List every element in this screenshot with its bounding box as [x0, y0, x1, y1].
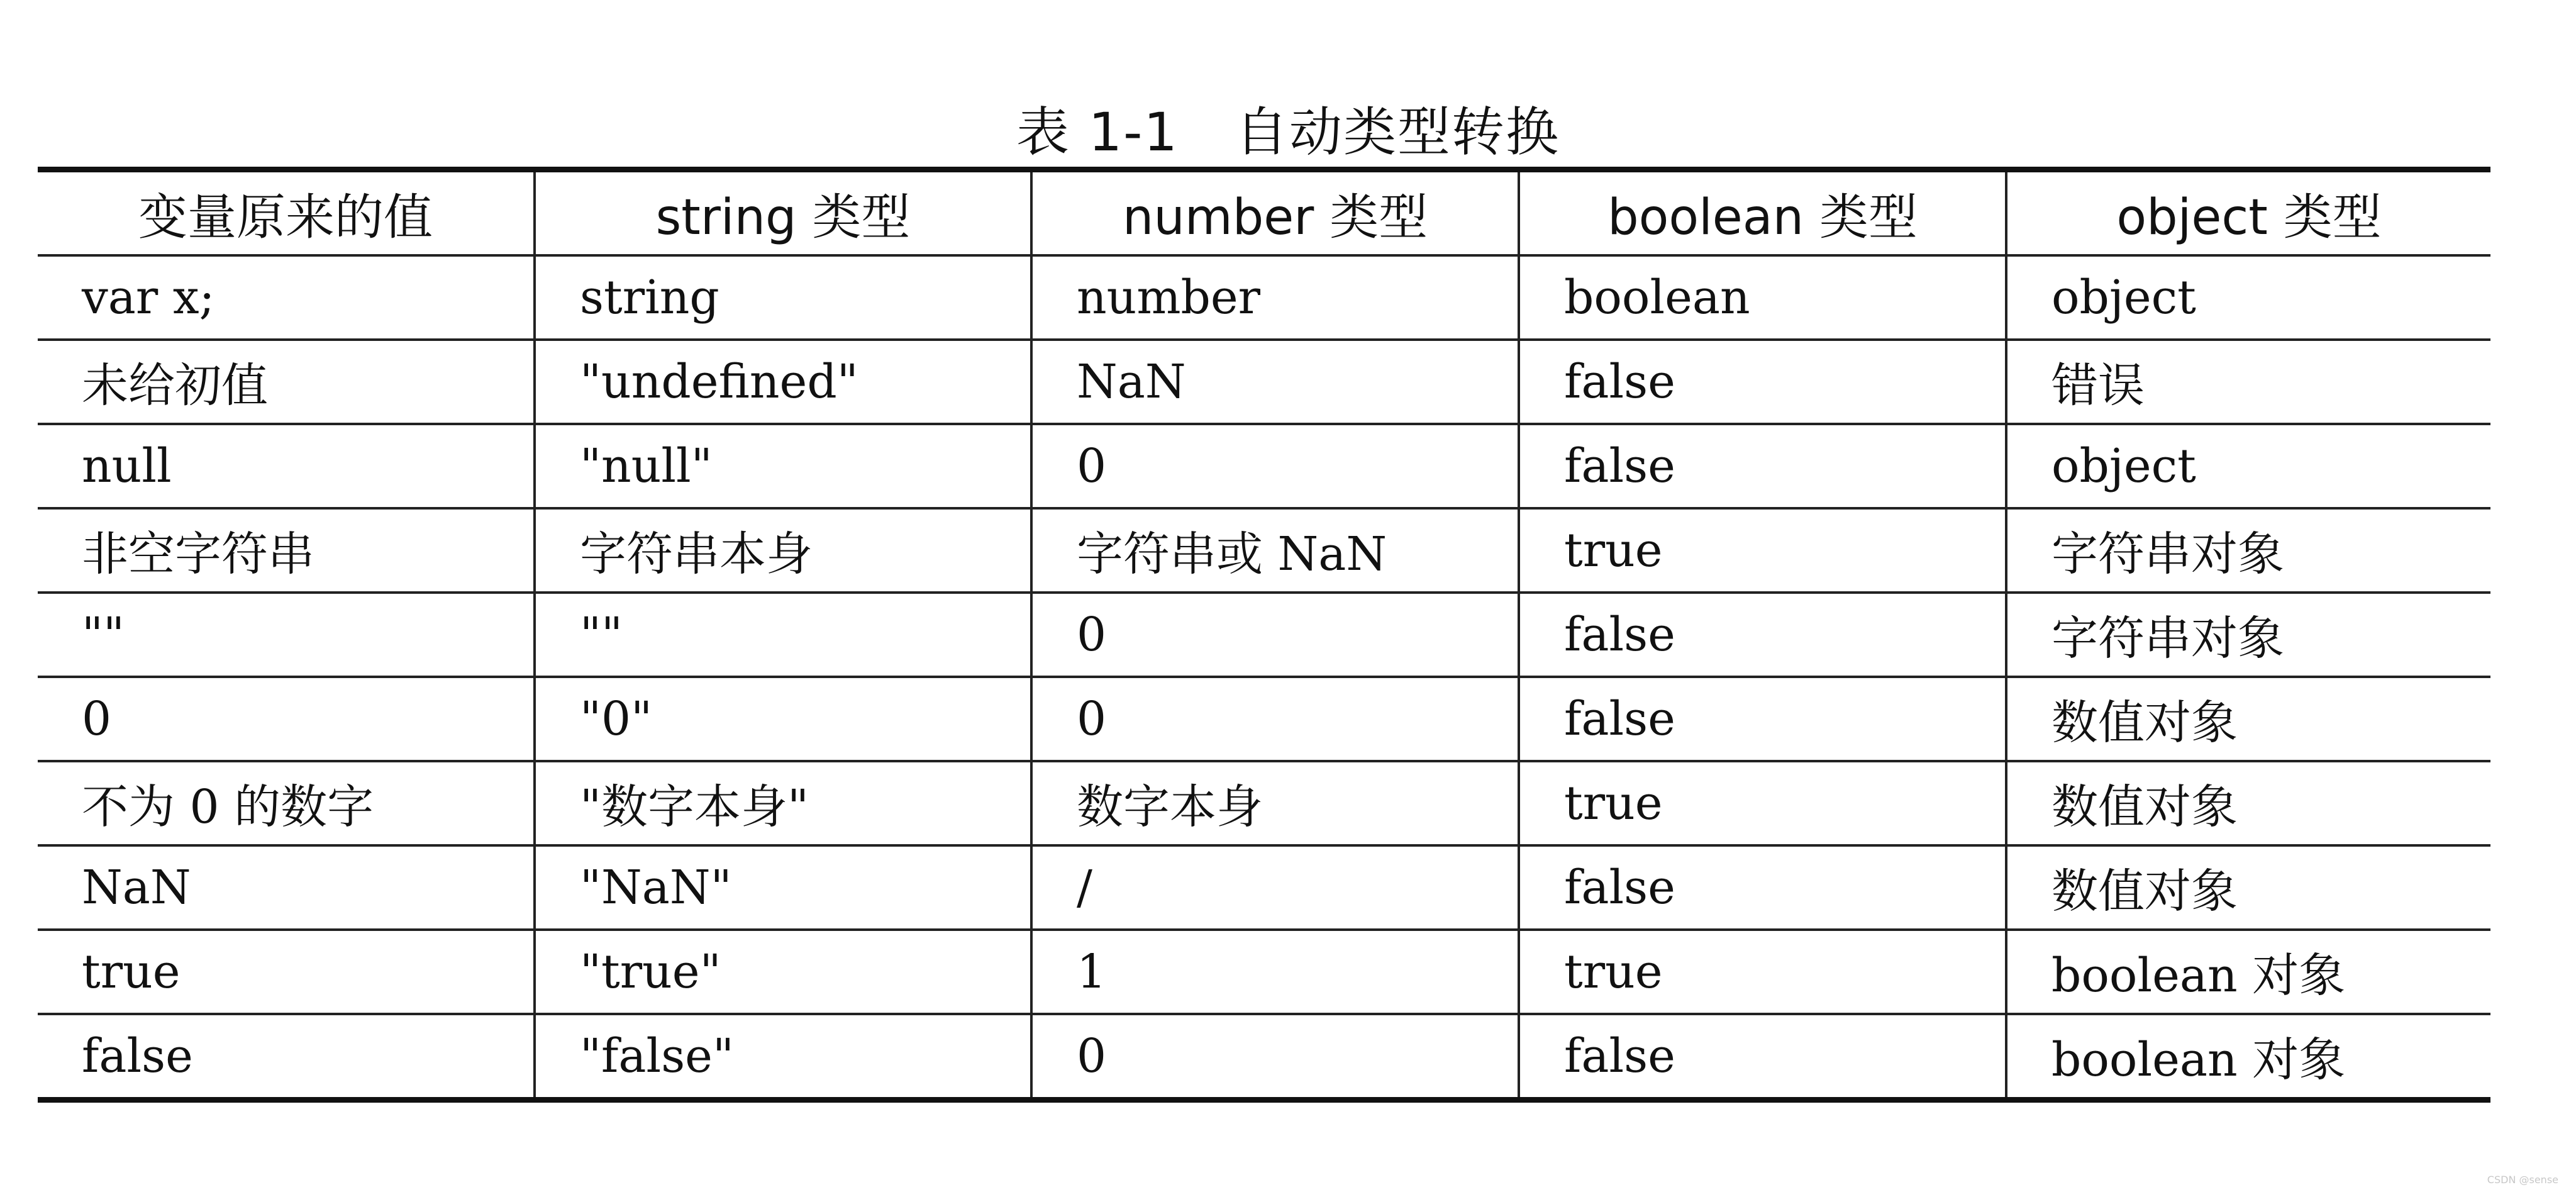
- table-cell: "": [38, 593, 535, 677]
- table-cell: true: [1519, 761, 2006, 845]
- table-cell: 非空字符串: [38, 508, 535, 593]
- table-cell: 字符串本身: [535, 508, 1031, 593]
- table-cell: 0: [1031, 677, 1519, 761]
- table-row: [38, 593, 2490, 677]
- table-cell: "false": [535, 1014, 1031, 1100]
- table-cell: 不为 0 的数字: [38, 761, 535, 845]
- table-cell: false: [1519, 593, 2006, 677]
- table-cell: boolean 对象: [2006, 930, 2490, 1014]
- table-cell: false: [1519, 845, 2006, 930]
- table-cell: "true": [535, 930, 1031, 1014]
- header-row: [38, 170, 2490, 256]
- table-cell: 错误: [2006, 340, 2490, 424]
- table-cell: 数值对象: [2006, 845, 2490, 930]
- table-cell: "数字本身": [535, 761, 1031, 845]
- table-row: [38, 255, 2490, 340]
- table-cell: true: [1519, 930, 2006, 1014]
- table-row: [38, 340, 2490, 424]
- table-cell: true: [38, 930, 535, 1014]
- table-cell: /: [1031, 845, 1519, 930]
- table-cell: NaN: [38, 845, 535, 930]
- table-cell: 未给初值: [38, 340, 535, 424]
- table-cell: "null": [535, 424, 1031, 508]
- table-cell: 数字本身: [1031, 761, 1519, 845]
- table-cell: boolean 对象: [2006, 1014, 2490, 1100]
- table-row: [38, 1014, 2490, 1100]
- table-cell: 字符串或 NaN: [1031, 508, 1519, 593]
- table-cell: number: [1031, 255, 1519, 340]
- table-cell: false: [1519, 677, 2006, 761]
- table-cell: false: [1519, 340, 2006, 424]
- table-title: 自动类型转换: [1235, 101, 1560, 163]
- table-cell: object: [2006, 424, 2490, 508]
- table-row: [38, 677, 2490, 761]
- table-cell: object: [2006, 255, 2490, 340]
- table-row: [38, 845, 2490, 930]
- table-caption: [0, 101, 2576, 164]
- table-cell: "0": [535, 677, 1031, 761]
- table-row: [38, 761, 2490, 845]
- header-original-value: 变量原来的值: [38, 170, 535, 256]
- table-cell: var x;: [38, 255, 535, 340]
- table-cell: "": [535, 593, 1031, 677]
- table-number: 表 1-1: [1016, 101, 1179, 163]
- table-row: [38, 508, 2490, 593]
- table-cell: "NaN": [535, 845, 1031, 930]
- table-cell: 数值对象: [2006, 761, 2490, 845]
- table-cell: 字符串对象: [2006, 508, 2490, 593]
- type-conversion-table: [38, 167, 2490, 1103]
- table-cell: true: [1519, 508, 2006, 593]
- table-cell: 0: [1031, 1014, 1519, 1100]
- header-object-type: object 类型: [2006, 170, 2490, 256]
- table-row: [38, 930, 2490, 1014]
- table-cell: null: [38, 424, 535, 508]
- table-cell: 1: [1031, 930, 1519, 1014]
- table-cell: 数值对象: [2006, 677, 2490, 761]
- table-cell: string: [535, 255, 1031, 340]
- header-number-type: number 类型: [1031, 170, 1519, 256]
- table-row: [38, 424, 2490, 508]
- table-cell: false: [1519, 1014, 2006, 1100]
- table-cell: false: [1519, 424, 2006, 508]
- watermark-text: CSDN @sense: [2487, 1174, 2558, 1186]
- table-cell: 0: [1031, 424, 1519, 508]
- table-cell: 字符串对象: [2006, 593, 2490, 677]
- table-cell: false: [38, 1014, 535, 1100]
- table-cell: 0: [38, 677, 535, 761]
- table-cell: boolean: [1519, 255, 2006, 340]
- table-cell: NaN: [1031, 340, 1519, 424]
- header-boolean-type: boolean 类型: [1519, 170, 2006, 256]
- table-cell: 0: [1031, 593, 1519, 677]
- header-string-type: string 类型: [535, 170, 1031, 256]
- table-cell: "undefined": [535, 340, 1031, 424]
